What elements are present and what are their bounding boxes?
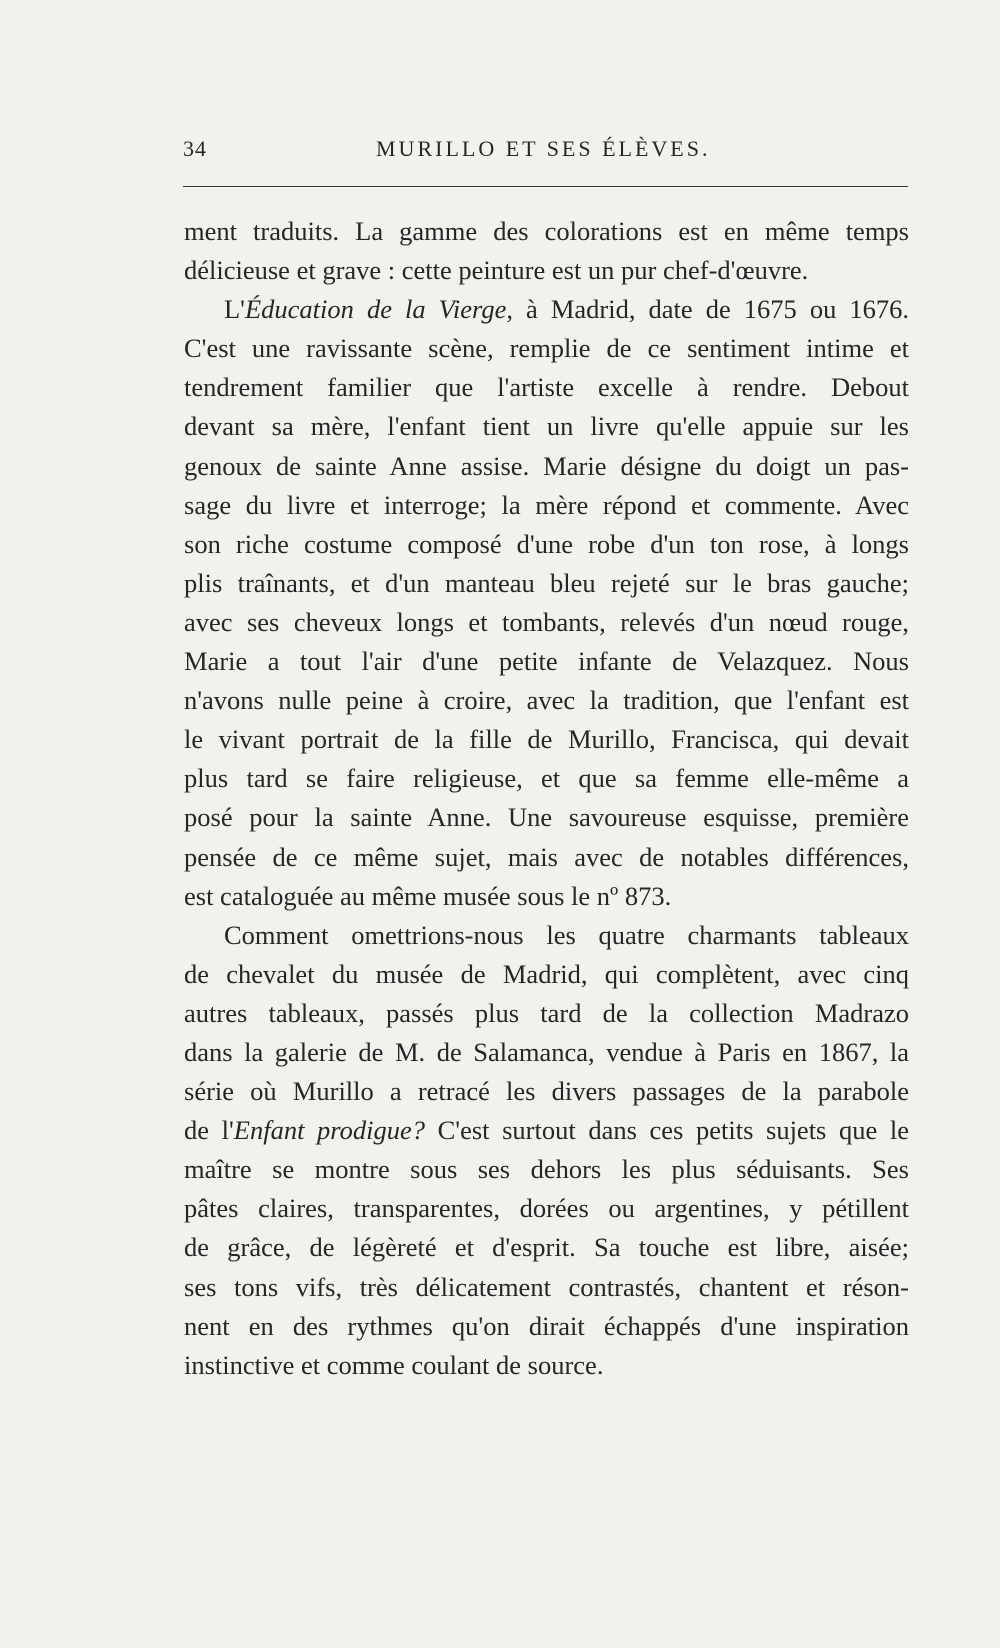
text-line: devant sa mère, l'enfant tient un livre qu'elle appuie sur les — [184, 411, 909, 442]
text-line: pâtes claires, transparentes, dorées ou argentines, y pétillent — [184, 1193, 909, 1224]
italic-title: Enfant prodigue? — [233, 1115, 425, 1146]
page-number: 34 — [183, 136, 207, 161]
text-line: le vivant portrait de la fille de Murillo, Francisca, qui devait — [184, 724, 909, 755]
text-segment: à Madrid, date de 1675 ou 1676. — [512, 294, 909, 325]
text-segment: de l' — [184, 1115, 234, 1146]
header-rule — [183, 186, 908, 187]
text-line: son riche costume composé d'une robe d'un ton rose, à longs — [184, 528, 909, 559]
italic-title: Éducation de la Vierge, — [244, 294, 513, 325]
text-line: C'est une ravissante scène, remplie de ce sentiment intime et — [184, 333, 909, 364]
text-line: Marie a tout l'air d'une petite infante de Velazquez. Nous — [184, 646, 909, 677]
text-line: plis traînants, et d'un manteau bleu rejeté sur le bras gauche; — [184, 567, 909, 598]
text-segment: C'est surtout dans ces petits sujets que le — [425, 1115, 909, 1146]
text-line: avec ses cheveux longs et tombants, relevés d'un nœud rouge, — [184, 606, 909, 637]
text-line: délicieuse et grave : cette peinture est un pur chef-d'œuvre. — [184, 255, 809, 286]
text-line: instinctive et comme coulant de source. — [184, 1349, 604, 1380]
text-line: plus tard se faire religieuse, et que sa femme elle-même a — [184, 763, 909, 794]
text-line: ses tons vifs, très délicatement contrastés, chantent et réson- — [184, 1271, 909, 1302]
paragraph — [184, 212, 909, 290]
text-line: dans la galerie de M. de Salamanca, vendue à Paris en 1867, la — [184, 1036, 909, 1067]
paragraph — [184, 916, 909, 1385]
running-title: MURILLO ET SES ÉLÈVES. — [376, 136, 711, 161]
text-line: autres tableaux, passés plus tard de la collection Madrazo — [184, 997, 909, 1028]
page-header — [183, 136, 908, 176]
text-line: sage du livre et interroge; la mère répond et commente. Avec — [184, 489, 909, 520]
text-line — [184, 290, 909, 329]
text-line: maître se montre sous ses dehors les plus séduisants. Ses — [184, 1154, 909, 1185]
text-line — [184, 1111, 909, 1150]
text-line: de chevalet du musée de Madrid, qui complètent, avec cinq — [184, 958, 909, 989]
text-line: de grâce, de légèreté et d'esprit. Sa touche est libre, aisée; — [184, 1232, 909, 1263]
text-line: Comment omettrions-nous les quatre charmants tableaux — [224, 919, 909, 950]
body-text — [184, 212, 909, 1385]
text-line: ment traduits. La gamme des colorations est en même temps — [184, 216, 909, 246]
text-line: pensée de ce même sujet, mais avec de notables différences, — [184, 841, 909, 872]
text-segment: L' — [224, 294, 245, 325]
text-line: n'avons nulle peine à croire, avec la tradition, que l'enfant est — [184, 685, 909, 716]
text-line: nent en des rythmes qu'on dirait échappés d'une inspiration — [184, 1310, 909, 1341]
paragraph — [184, 290, 909, 916]
text-line: posé pour la sainte Anne. Une savoureuse esquisse, première — [184, 802, 909, 833]
text-line: série où Murillo a retracé les divers passages de la parabole — [184, 1076, 909, 1107]
text-line: tendrement familier que l'artiste excelle à rendre. Debout — [184, 372, 909, 403]
text-line: est cataloguée au même musée sous le nº 873. — [184, 880, 672, 911]
text-line: genoux de sainte Anne assise. Marie désigne du doigt un pas- — [184, 450, 909, 481]
